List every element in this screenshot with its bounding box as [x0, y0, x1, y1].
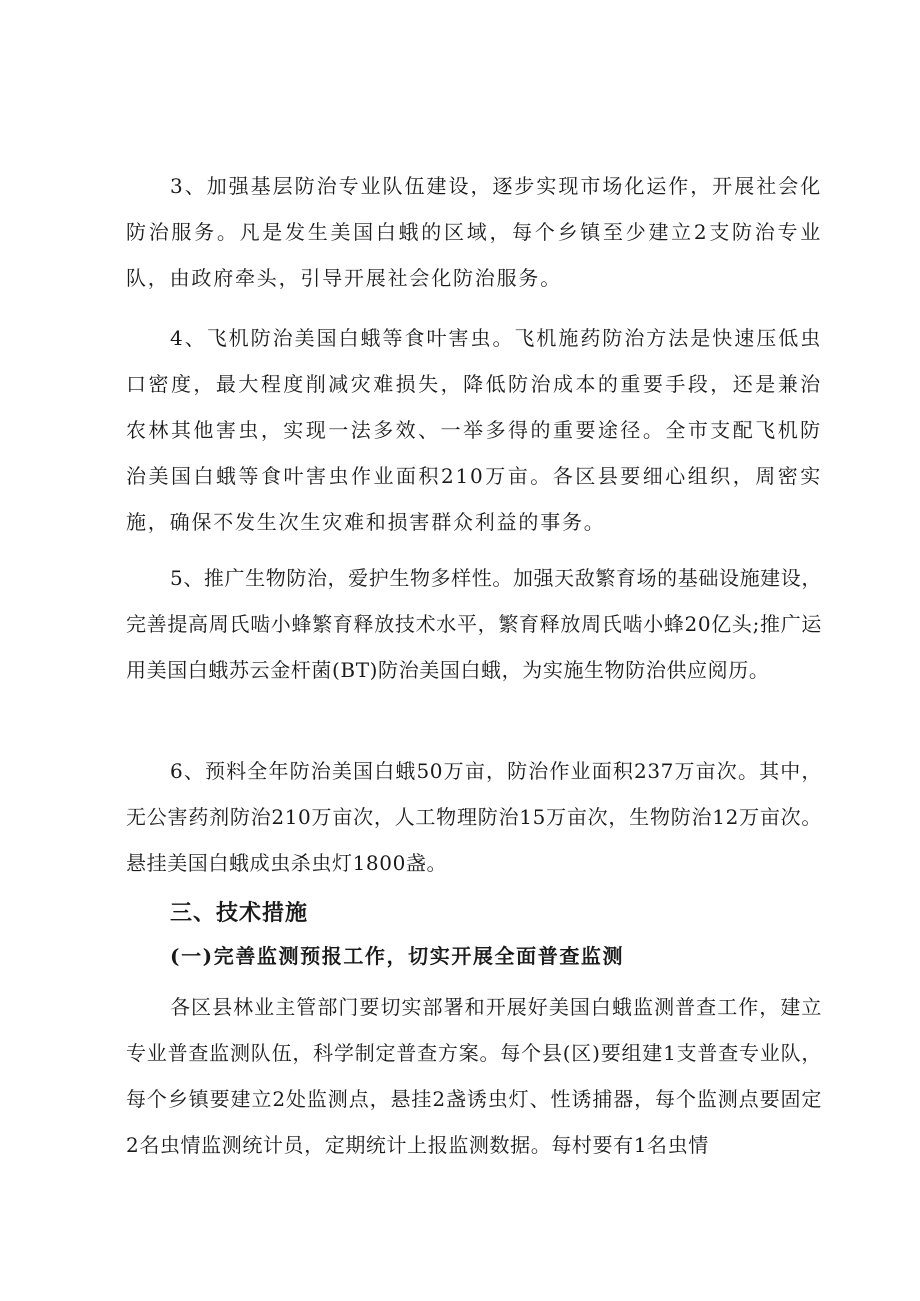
section-heading: 三、技术措施 [170, 901, 309, 926]
paragraph-item-3: 3、加强基层防治专业队伍建设，逐步实现市场化运作，开展社会化防治服务。凡是发生美国白蛾的区域，每个乡镇至少建立2支防治专业队，由政府牵头，引导开展社会化防治服务。 [126, 174, 822, 290]
paragraph-item-6: 6、预料全年防治美国白蛾50万亩，防治作业面积237万亩次。其中，无公害药剂防治210万亩次，人工物理防治15万亩次，生物防治12万亩次。悬挂美国白蛾成虫杀虫灯1800盏。 [126, 759, 822, 875]
paragraph-item-5: 5、推广生物防治，爱护生物多样性。加强天敌繁育场的基础设施建设，完善提高周氏啮小蜂繁育释放技术水平，繁育释放周氏啮小蜂20亿头;推广运用美国白蛾苏云金杆菌(BT)防治美国白蛾，为实施生物防治供应阅历。 [126, 566, 822, 682]
sub-heading: (一)完善监测预报工作，切实开展全面普查监测 [170, 944, 625, 968]
paragraph-item-4: 4、飞机防治美国白蛾等食叶害虫。飞机施药防治方法是快速压低虫口密度，最大程度削减灾难损失，降低防治成本的重要手段，还是兼治农林其他害虫，实现一法多效、一举多得的重要途径。全市支配飞机防治美国白蛾等食叶害虫作业面积210万亩。各区县要细心组织，周密实施，确保不发生次生灾难和损害群众利益的事务。 [126, 326, 822, 534]
closing-paragraph: 各区县林业主管部门要切实部署和开展好美国白蛾监测普查工作，建立专业普查监测队伍，科学制定普查方案。每个县(区)要组建1支普查专业队，每个乡镇要建立2处监测点，悬挂2盏诱虫灯、性诱捕器，每个监测点要固定2名虫情监测统计员，定期统计上报监测数据。每村要有1名虫情 [126, 995, 822, 1157]
